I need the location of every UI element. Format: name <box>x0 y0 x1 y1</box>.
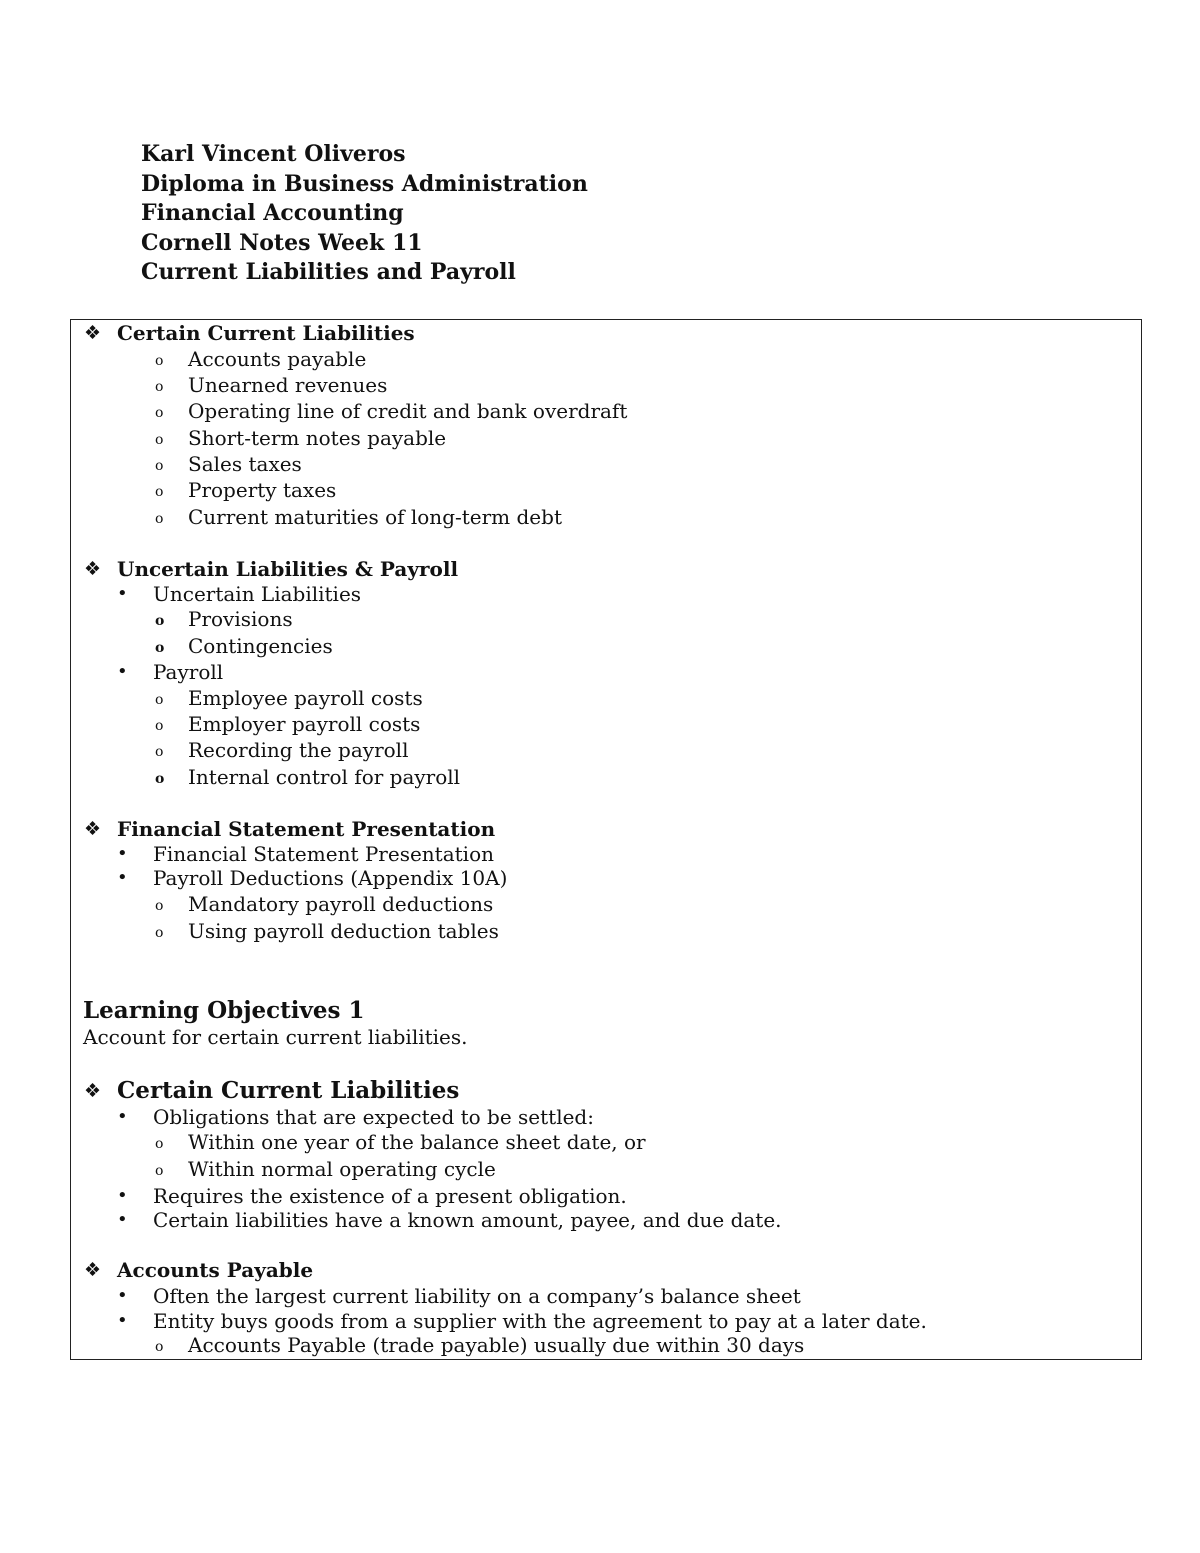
circle-bullet-icon: o <box>155 1339 164 1355</box>
circle-bullet-icon: o <box>155 613 165 629</box>
circle-bullet-icon: o <box>155 744 164 760</box>
course-name: Financial Accounting <box>141 200 404 226</box>
circle-bullet-icon: o <box>155 484 164 500</box>
circle-bullet-icon: o <box>155 511 164 527</box>
circle-bullet-icon: o <box>155 405 164 421</box>
diamond-bullet-icon: ❖ <box>84 558 102 580</box>
circle-bullet-icon: o <box>155 379 164 395</box>
topic-title: Current Liabilities and Payroll <box>141 259 516 285</box>
diamond-bullet-icon: ❖ <box>84 1259 102 1281</box>
dot-bullet-icon: • <box>117 1310 128 1331</box>
circle-bullet-icon: o <box>155 1163 164 1179</box>
circle-bullet-icon: o <box>155 692 164 708</box>
program-name: Diploma in Business Administration <box>141 170 588 197</box>
document-header <box>141 140 588 288</box>
circle-bullet-icon: o <box>155 718 164 734</box>
student-name: Karl Vincent Oliveros <box>141 141 406 167</box>
circle-bullet-icon: o <box>155 898 164 914</box>
dot-bullet-icon: • <box>117 1185 128 1206</box>
dot-bullet-icon: • <box>117 867 128 888</box>
dot-bullet-icon: • <box>117 1285 128 1306</box>
circle-bullet-icon: o <box>155 640 165 656</box>
dot-bullet-icon: • <box>117 583 128 604</box>
circle-bullet-icon: o <box>155 925 164 941</box>
notes-title: Cornell Notes Week 11 <box>141 229 423 256</box>
circle-bullet-icon: o <box>155 432 164 448</box>
circle-bullet-icon: o <box>155 1136 164 1152</box>
diamond-bullet-icon: ❖ <box>84 1080 102 1102</box>
notes-box: ❖ Certain Current Liabilities o Accounts payable o Unearned revenues o Operating line of credit and bank overdraft o Short-term notes payable o Sales taxes o Property taxes o Current maturities of long-term debt ❖ Uncertain Liabilities & Payroll • Uncertain Liabilities o Provisions o Contingencies • Payroll o Employee payroll costs o Employer payroll costs o Recording the payroll o Internal control for payroll ❖ Financial Statement Presentation • Financial Statement Presentation • Payroll Deductions (Appendix 10A) o Mandatory payroll deductions o Using payroll deduction tables Learning Objectives 1 Account for certain current liabilities. ❖ Certain Current Liabilities • Obligations that are expected to be settled: o Within one year of the balance sheet date, or o Within normal operating cycle • Requires the existence of a present obligation. • Certain liabilities have a known amount, payee, and due date. ❖ Accounts Payable • Often the largest current liability on a company’s balance sheet • Entity buys goods from a supplier with the agreement to pay at a later date. o Accounts Payable (trade payable) usually due within 30 days <box>70 319 1142 1360</box>
circle-bullet-icon: o <box>155 353 164 369</box>
dot-bullet-icon: • <box>117 843 128 864</box>
dot-bullet-icon: • <box>117 1106 128 1127</box>
circle-bullet-icon: o <box>155 458 164 474</box>
diamond-bullet-icon: ❖ <box>84 818 102 840</box>
dot-bullet-icon: • <box>117 1209 128 1230</box>
dot-bullet-icon: • <box>117 661 128 682</box>
diamond-bullet-icon: ❖ <box>84 322 102 344</box>
circle-bullet-icon: o <box>155 771 165 787</box>
